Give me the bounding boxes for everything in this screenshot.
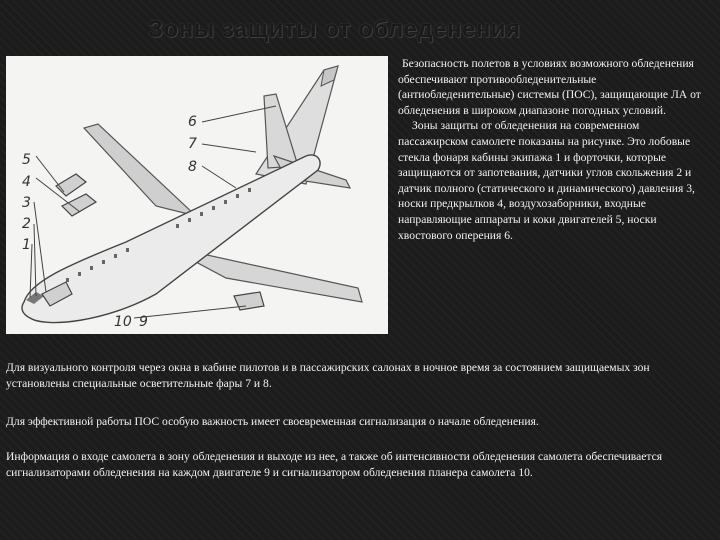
slide-title: Зоны защиты от обледенения [148, 16, 521, 43]
label-3: 3 [22, 195, 31, 211]
body-paragraph-1: Для визуального контроля через окна в кабине пилотов и в пассажирских салонах в ночное время за состоянием защищаемых зон установлены специальные осветительные фары 7 и 8. [6, 361, 650, 390]
label-10: 10 [114, 314, 132, 330]
label-1: 1 [22, 237, 31, 253]
label-5: 5 [22, 152, 31, 168]
label-7: 7 [188, 136, 197, 152]
body-paragraph-3: Информация о входе самолета в зону обледенения и выходе из нее, а также об интенсивности обледенения самолета обеспечивается сигнализаторами обледенения на каждом двигателе 9 и сигнализатором обледенения планера самолета 10. [6, 450, 663, 479]
caption-paragraph-2: Зоны защиты от обледенения на современном пассажирском самолете показаны на рисунке. Это лобовые стекла фонаря кабины экипажа 1 и форточки, которые защищаются от запотевания, датчики углов скольжения 2 и датчик полного (статического и динамического) давления 3, носки предкрылков 4, воздухозаборники, входные направляющие аппараты и коки двигателей 5, носки хвостового оперения 6. [398, 119, 695, 242]
label-6: 6 [188, 114, 197, 130]
body-paragraph-2: Для эффективной работы ПОС особую важность имеет своевременная сигнализация о начале обледенения. [6, 415, 539, 428]
caption-paragraph-1: Безопасность полетов в условиях возможного обледенения обеспечивают противообледенительные (антиобледенительные) системы (ПОС), защищающие ЛА от обледенения в широком диапазоне погодных условий. [398, 57, 701, 117]
label-9: 9 [139, 314, 148, 330]
left-wing [84, 124, 196, 216]
label-2: 2 [22, 216, 31, 232]
figure-caption [398, 56, 704, 243]
label-8: 8 [188, 159, 197, 175]
aircraft-figure [6, 56, 388, 334]
aircraft-drawing [6, 56, 388, 334]
label-4: 4 [22, 174, 31, 190]
